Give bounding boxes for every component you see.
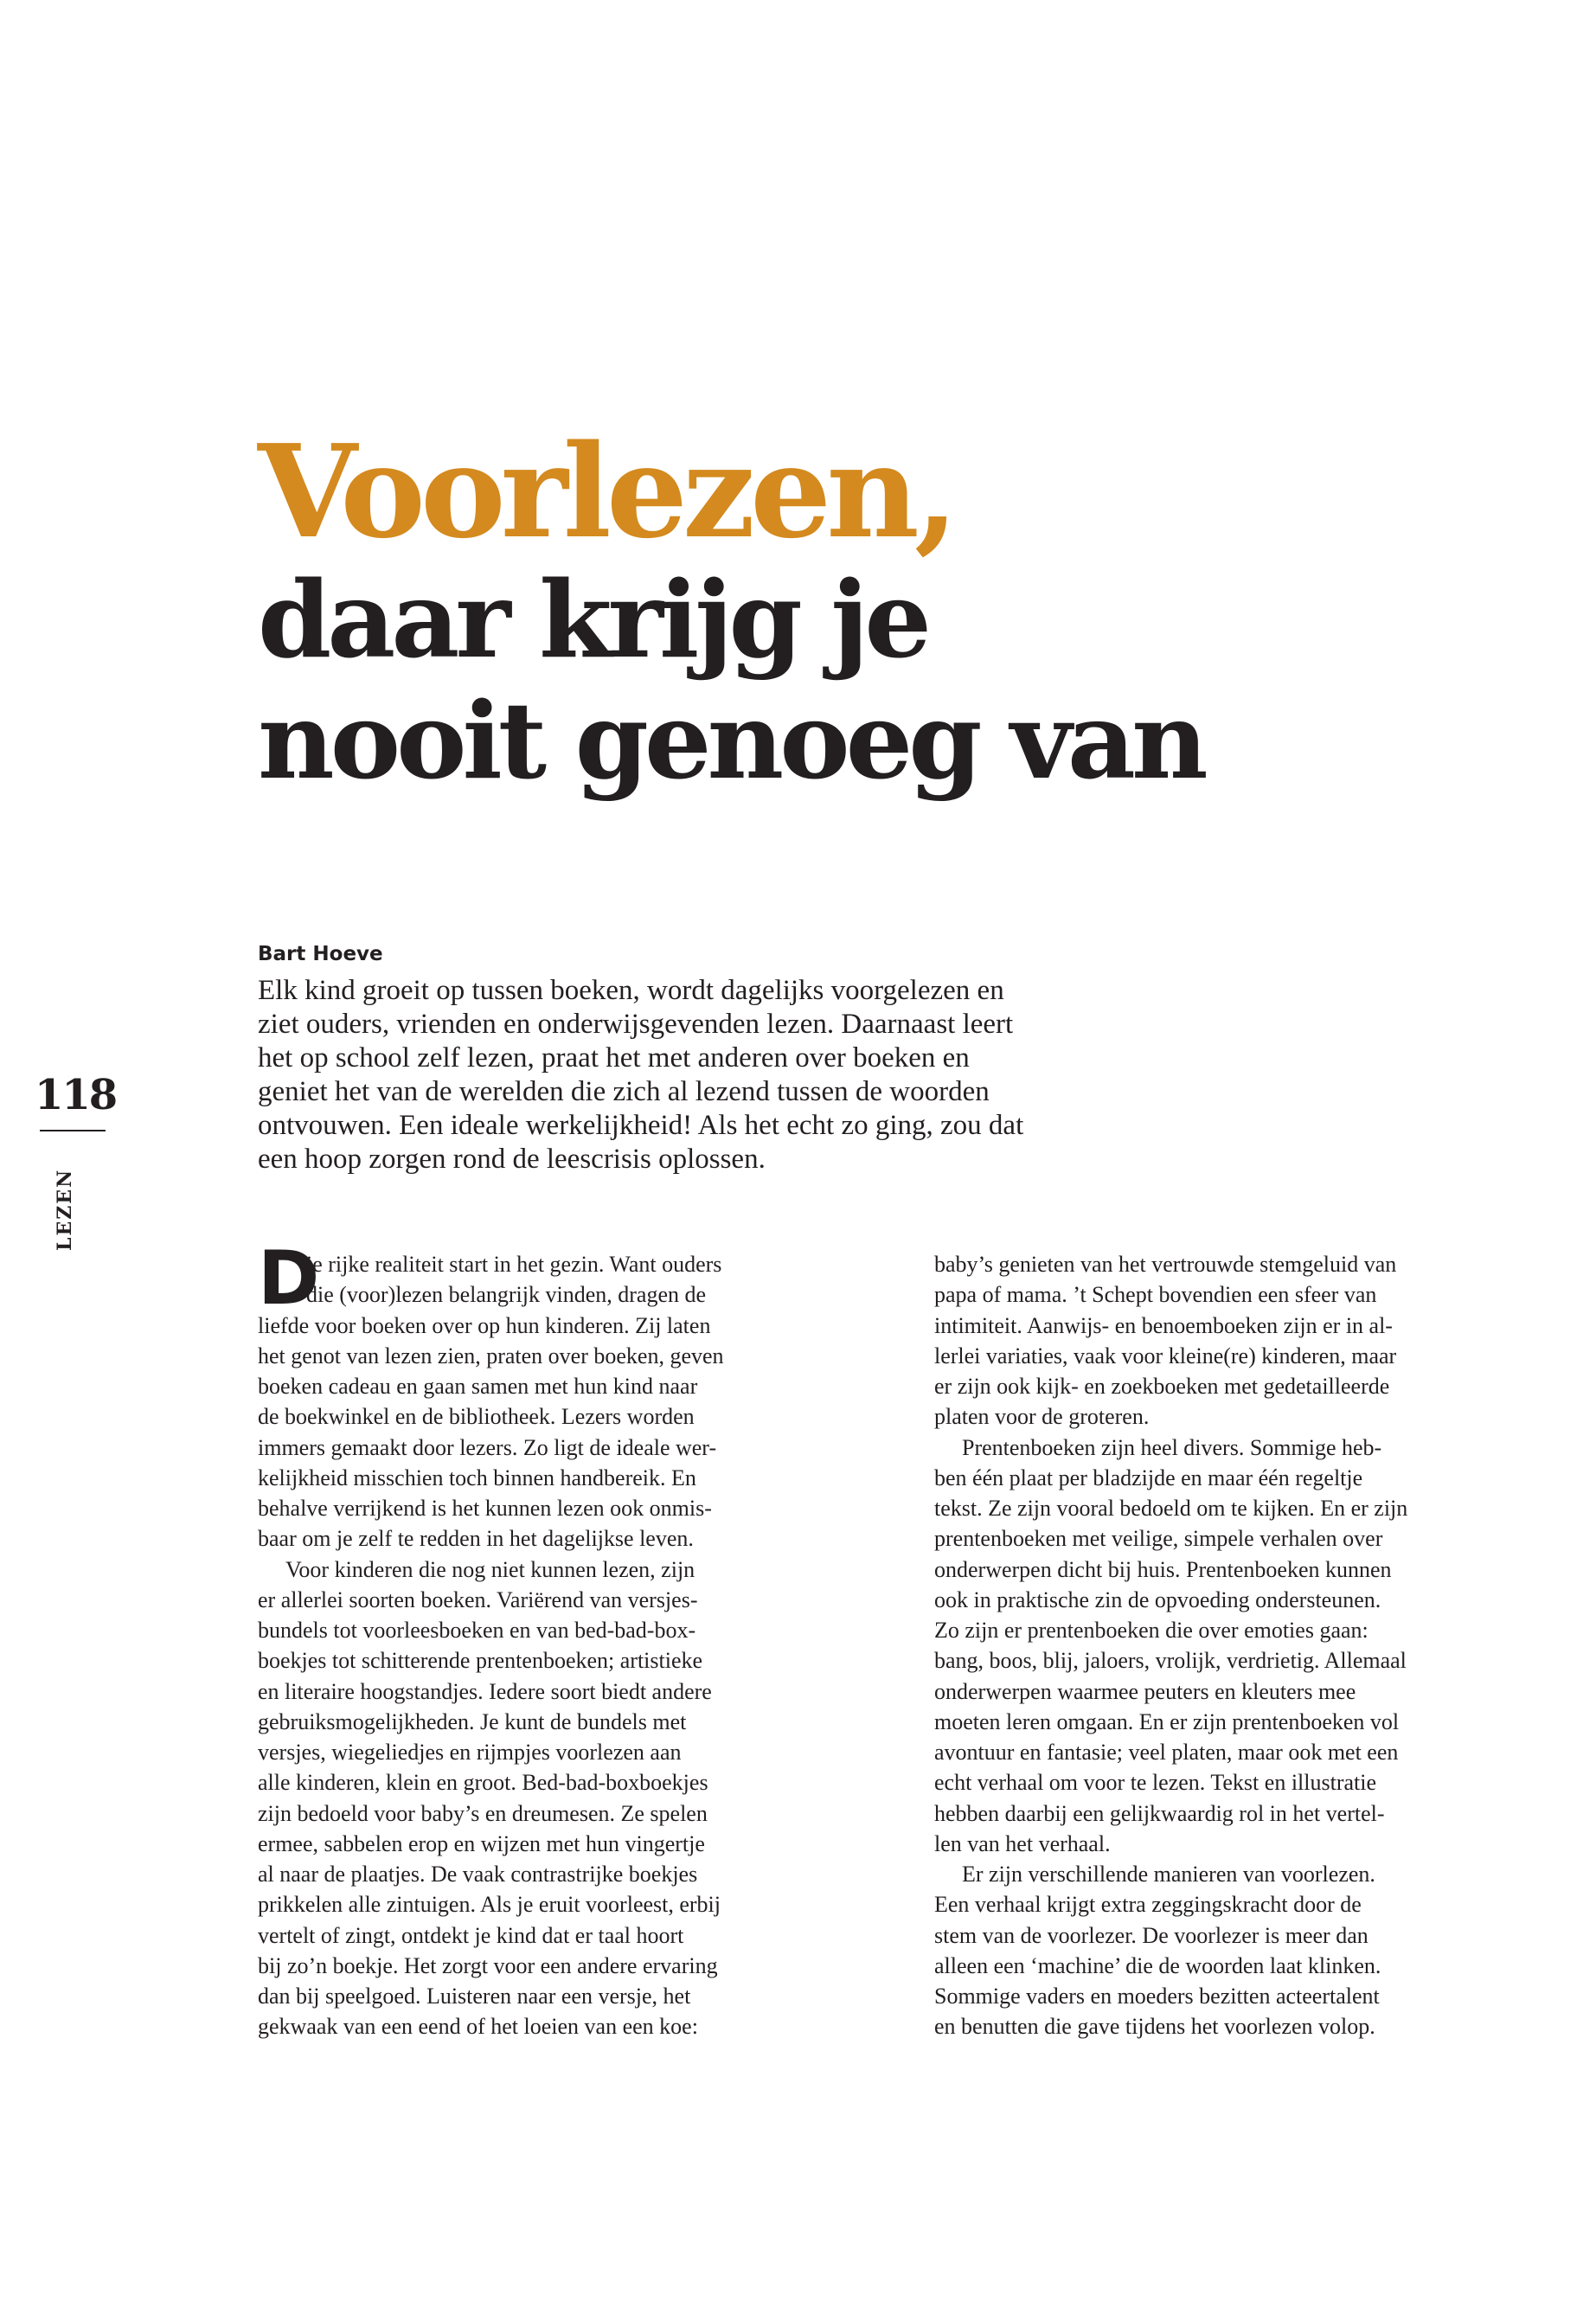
body-line: papa of mama. ’t Schept bovendien een sfeer van bbox=[934, 1282, 1377, 1308]
body-line: alle kinderen, klein en groot. Bed-bad-boxboekjes bbox=[258, 1770, 708, 1796]
body-line: en benutten die gave tijdens het voorlezen volop. bbox=[934, 2014, 1375, 2040]
body-line: Er zijn verschillende manieren van voorlezen. bbox=[962, 1862, 1375, 1887]
body-line: stem van de voorlezer. De voorlezer is meer dan bbox=[934, 1922, 1368, 1948]
body-line: ermee, sabbelen erop en wijzen met hun vingertje bbox=[258, 1830, 705, 1856]
body-line: baby’s genieten van het vertrouwde stemgeluid van bbox=[934, 1252, 1397, 1277]
body-line: onderwerpen waarmee peuters en kleuters mee bbox=[934, 1678, 1356, 1704]
body-line: gekwaak van een eend of het loeien van een koe: bbox=[258, 2014, 698, 2040]
body-line: Voor kinderen die nog niet kunnen lezen, zijn bbox=[285, 1556, 695, 1582]
body-line: er allerlei soorten boeken. Variërend van versjes- bbox=[258, 1586, 698, 1612]
body-line: vertelt of zingt, ontdekt je kind dat er taal hoort bbox=[258, 1922, 684, 1948]
body-line: liefde voor boeken over op hun kinderen. Zij laten bbox=[258, 1312, 711, 1338]
body-line: avontuur en fantasie; veel platen, maar ook met een bbox=[934, 1740, 1399, 1765]
body-line: echt verhaal om voor te lezen. Tekst en illustratie bbox=[934, 1770, 1377, 1796]
body-line: onderwerpen dicht bij huis. Prentenboeken kunnen bbox=[934, 1556, 1392, 1582]
body-line: len van het verhaal. bbox=[934, 1830, 1111, 1856]
intro-line: een hoop zorgen rond de leescrisis oplossen. bbox=[258, 1144, 766, 1175]
body-line: ook in praktische zin de opvoeding ondersteunen. bbox=[934, 1586, 1381, 1612]
intro-line: ziet ouders, vrienden en onderwijsgevenden lezen. Daarnaast leert bbox=[258, 1009, 1014, 1040]
intro-line: geniet het van de werelden die zich al lezend tussen de woorden bbox=[258, 1076, 990, 1107]
body-line: die (voor)lezen belangrijk vinden, dragen de bbox=[306, 1282, 707, 1308]
body-line: ben één plaat per bladzijde en maar één regeltje bbox=[934, 1465, 1363, 1490]
body-line: lerlei variaties, vaak voor kleine(re) kinderen, maar bbox=[934, 1343, 1397, 1368]
body-line: Prentenboeken zijn heel divers. Sommige heb- bbox=[962, 1434, 1382, 1460]
body-line: prentenboeken met veilige, simpele verhalen over bbox=[934, 1526, 1383, 1552]
title-line-accent: Voorlezen, bbox=[258, 416, 954, 567]
body-line: immers gemaakt door lezers. Zo ligt de ideale wer- bbox=[258, 1434, 717, 1460]
intro-line: Elk kind groeit op tussen boeken, wordt dagelijks voorgelezen en bbox=[258, 975, 1004, 1006]
body-column-left bbox=[258, 1235, 881, 2042]
body-line: Zo zijn er prentenboeken die over emoties gaan: bbox=[934, 1618, 1368, 1643]
body-line: baar om je zelf te redden in het dagelijkse leven. bbox=[258, 1526, 694, 1552]
title-line-2: daar krijg je bbox=[258, 557, 927, 682]
intro-paragraph bbox=[258, 974, 1123, 1176]
body-line: ie rijke realiteit start in het gezin. Want ouders bbox=[306, 1252, 722, 1277]
body-line: prikkelen alle zintuigen. Als je eruit voorleest, erbij bbox=[258, 1892, 721, 1918]
body-line: het genot van lezen zien, praten over boeken, geven bbox=[258, 1343, 724, 1368]
body-line: moeten leren omgaan. En er zijn prentenboeken vol bbox=[934, 1708, 1400, 1734]
page-number-divider bbox=[40, 1130, 106, 1131]
body-line: platen voor de groteren. bbox=[934, 1404, 1150, 1430]
body-line: intimiteit. Aanwijs- en benoemboeken zijn er in al- bbox=[934, 1312, 1393, 1338]
body-line: zijn bedoeld voor baby’s en dreumesen. Ze spelen bbox=[258, 1800, 708, 1826]
body-line: kelijkheid misschien toch binnen handbereik. En bbox=[258, 1465, 696, 1490]
author-name: Bart Hoeve bbox=[258, 943, 383, 965]
body-line: versjes, wiegeliedjes en rijmpjes voorlezen aan bbox=[258, 1740, 682, 1765]
article-title bbox=[258, 416, 1204, 803]
body-line: boeken cadeau en gaan samen met hun kind naar bbox=[258, 1374, 698, 1399]
body-line: bang, boos, blij, jaloers, vrolijk, verdrietig. Allemaal bbox=[934, 1648, 1407, 1674]
body-line: Sommige vaders en moeders bezitten acteertalent bbox=[934, 1984, 1380, 2009]
body-line: bundels tot voorleesboeken en van bed-bad-box- bbox=[258, 1618, 696, 1643]
intro-line: ontvouwen. Een ideale werkelijkheid! Als het echt zo ging, zou dat bbox=[258, 1110, 1024, 1141]
body-line: gebruiksmogelijkheden. Je kunt de bundels met bbox=[258, 1708, 687, 1734]
body-line: en literaire hoogstandjes. Iedere soort biedt andere bbox=[258, 1678, 712, 1704]
body-line: behalve verrijkend is het kunnen lezen ook onmis- bbox=[258, 1496, 712, 1521]
title-line-3: nooit genoeg van bbox=[258, 678, 1204, 803]
drop-cap: D bbox=[258, 1235, 320, 1322]
body-line: hebben daarbij een gelijkwaardig rol in het vertel- bbox=[934, 1800, 1385, 1826]
body-line: boekjes tot schitterende prentenboeken; artistieke bbox=[258, 1648, 703, 1674]
body-line: Een verhaal krijgt extra zeggingskracht door de bbox=[934, 1892, 1362, 1918]
section-label: LEZEN bbox=[54, 1168, 76, 1251]
body-line: dan bij speelgoed. Luisteren naar een versje, het bbox=[258, 1984, 691, 2009]
body-column-right bbox=[934, 1249, 1557, 2042]
body-line: alleen een ‘machine’ die de woorden laat klinken. bbox=[934, 1952, 1381, 1978]
intro-line: het op school zelf lezen, praat het met anderen over boeken en bbox=[258, 1042, 970, 1074]
body-line: er zijn ook kijk- en zoekboeken met gedetailleerde bbox=[934, 1374, 1390, 1399]
body-line: de boekwinkel en de bibliotheek. Lezers worden bbox=[258, 1404, 695, 1430]
body-line: al naar de plaatjes. De vaak contrastrijke boekjes bbox=[258, 1862, 698, 1887]
page-number: 118 bbox=[35, 1071, 117, 1119]
body-line: bij zo’n boekje. Het zorgt voor een andere ervaring bbox=[258, 1952, 718, 1978]
body-line: tekst. Ze zijn vooral bedoeld om te kijken. En er zijn bbox=[934, 1496, 1408, 1521]
